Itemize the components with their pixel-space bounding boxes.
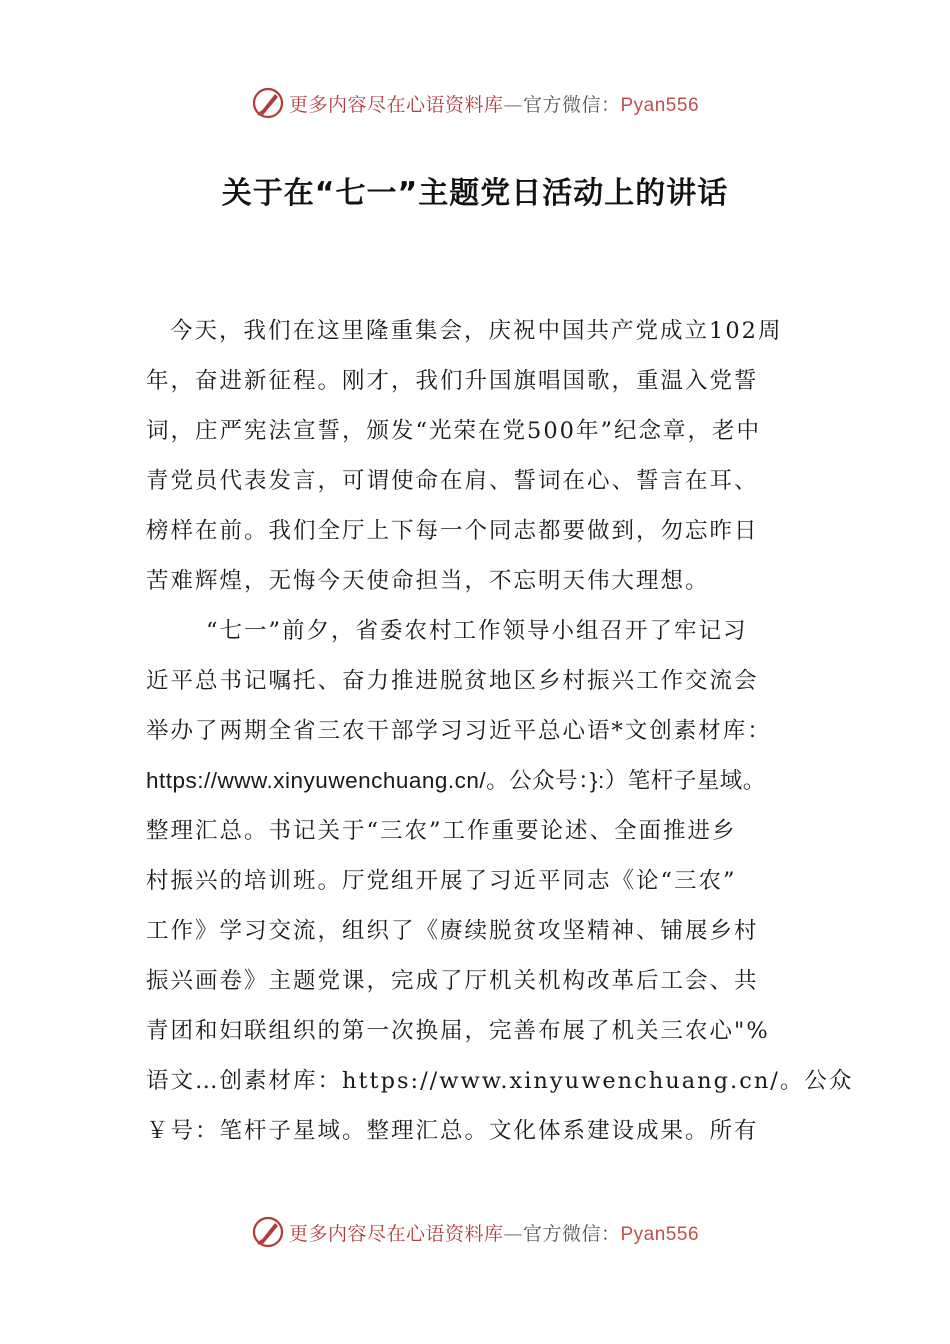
banner-dash: — — [503, 93, 523, 116]
text-line: 词，庄严宪法宣誓，颁发“光荣在党500年”纪念章，老中 — [146, 418, 761, 444]
banner-dash: — — [503, 1222, 523, 1245]
quill-logo-icon — [251, 1215, 285, 1249]
text-line: 年，奋进新征程。刚才，我们升国旗唱国歌，重温入党誓 — [146, 368, 759, 394]
text-line: 整理汇总。书记关于“三农”工作重要论述、全面推进乡 — [146, 818, 737, 844]
document-body — [146, 306, 854, 1156]
text-line: 工作》学习交流，组织了《赓续脱贫攻坚精神、铺展乡村 — [146, 918, 759, 944]
text-line: 村振兴的培训班。厅党组开展了习近平同志《论“三农” — [146, 868, 737, 894]
text-line: 青党员代表发言，可谓使命在肩、誓词在心、誓言在耳、 — [146, 468, 759, 494]
text-line: https://www.xinyuwenchuang.cn/。公众号：}:）笔杆子星域。 — [146, 768, 766, 793]
document-title: 关于在“七一”主题党日活动上的讲话 — [221, 176, 729, 211]
header-watermark-banner — [0, 83, 950, 123]
text-line: 语文…创素材库：https://www.xinyuwenchuang.cn/。公众 — [146, 1068, 854, 1094]
quill-logo-icon — [251, 86, 285, 120]
banner-site-text: 更多内容尽在心语资料库 — [288, 93, 504, 116]
text-line: 举办了两期全省三农干部学习习近平总心语*文创素材库： — [146, 718, 772, 744]
text-line: “七一”前夕，省委农村工作领导小组召开了牢记习 — [206, 618, 748, 644]
text-line: ￥号：笔杆子星域。整理汇总。文化体系建设成果。所有 — [146, 1118, 759, 1144]
text-line: 今天，我们在这里隆重集会，庆祝中国共产党成立102周 — [170, 318, 783, 344]
text-line: 近平总书记嘱托、奋力推进脱贫地区乡村振兴工作交流会 — [146, 668, 759, 694]
banner-wechat-label: 官方微信： — [522, 1222, 621, 1245]
text-line: 榜样在前。我们全厅上下每一个同志都要做到，勿忘昨日 — [146, 518, 759, 544]
footer-watermark-banner — [0, 1212, 950, 1252]
banner-wechat-label: 官方微信： — [522, 93, 621, 116]
text-line: 青团和妇联组织的第一次换届，完善布展了机关三农心"% — [146, 1018, 770, 1044]
text-line: 苦难辉煌，无悔今天使命担当，不忘明天伟大理想。 — [146, 568, 710, 594]
banner-site-text: 更多内容尽在心语资料库 — [288, 1222, 504, 1245]
text-line: 振兴画卷》主题党课，完成了厅机关机构改革后工会、共 — [146, 968, 759, 994]
banner-wechat-id: Pyan556 — [620, 94, 700, 116]
banner-wechat-id: Pyan556 — [620, 1223, 700, 1245]
